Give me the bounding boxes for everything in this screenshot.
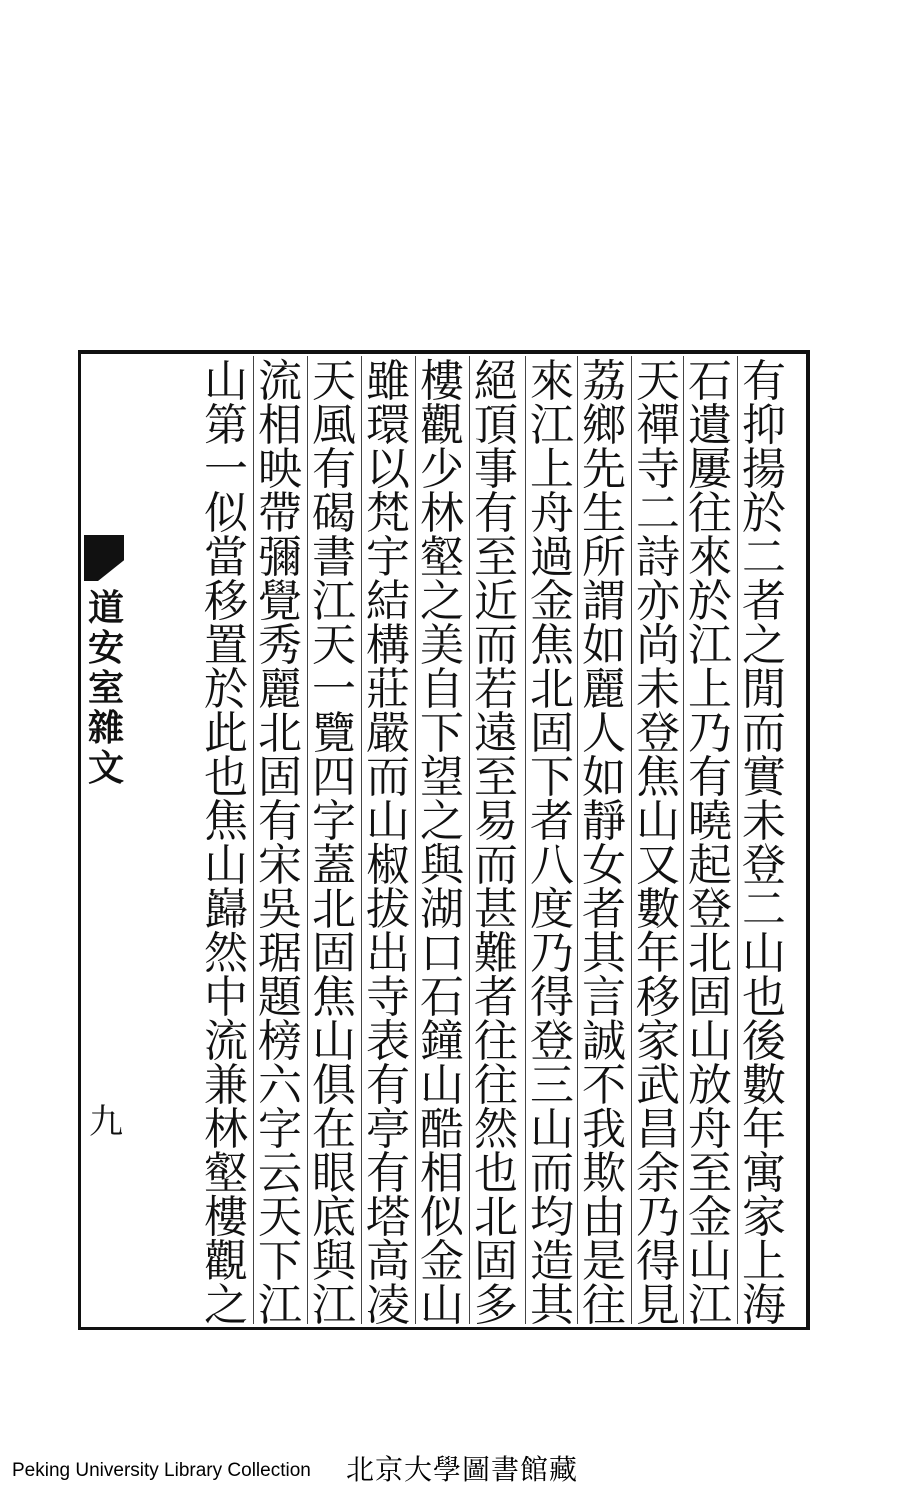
footer-collection-en: Peking University Library Collection — [12, 1460, 311, 1481]
text-column: 荔 鄉 先 生 所 謂 如 麗 人 如 靜 女 者 其 言 誠 不 我 欺 由 是 往 — [582, 356, 626, 1331]
column-rule — [307, 356, 308, 1324]
column-rule — [525, 356, 526, 1324]
text-column: 有 抑 揚 於 二 者 之 閒 而 實 未 登 二 山 也 後 數 年 寓 家 上 海 — [742, 356, 786, 1331]
column-rule — [469, 356, 470, 1324]
text-column: 雖 環 以 梵 宇 結 構 莊 嚴 而 山 椒 拔 出 寺 表 有 亭 有 塔 高 凌 — [366, 356, 410, 1331]
fold-title: 道 安 室 雜 文 — [87, 587, 124, 789]
footer-collection-zh: 北京大學圖書館藏 — [346, 1453, 579, 1486]
column-rule — [415, 356, 416, 1324]
text-column: 樓 觀 少 林 壑 之 美 自 下 望 之 與 湖 口 石 鐘 山 酷 相 似 金 山 — [420, 356, 464, 1331]
text-column: 來 江 上 舟 過 金 焦 北 固 下 者 八 度 乃 得 登 三 山 而 均 造 其 — [530, 356, 574, 1331]
column-rule — [361, 356, 362, 1324]
text-column: 天 禪 寺 二 詩 亦 尚 未 登 焦 山 又 數 年 移 家 武 昌 余 乃 得 見 — [636, 356, 680, 1331]
text-column: 流 相 映 帶 彌 覺 秀 麗 北 固 有 宋 吳 琚 題 榜 六 字 云 天 下 江 — [258, 356, 302, 1331]
text-column: 天 風 有 碣 書 江 天 一 覽 四 字 蓋 北 固 焦 山 俱 在 眼 底 與 江 — [312, 356, 356, 1331]
text-column: 山 第 一 似 當 移 置 於 此 也 焦 山 巋 然 中 流 兼 林 壑 樓 觀 之 — [204, 356, 248, 1331]
text-column: 絕 頂 事 有 至 近 而 若 遠 至 易 而 甚 難 者 往 往 然 也 北 固 多 — [474, 356, 518, 1331]
column-rule — [253, 356, 254, 1324]
column-rule — [631, 356, 632, 1324]
text-column: 石 遺 屢 往 來 於 江 上 乃 有 曉 起 登 北 固 山 放 舟 至 金 山 江 — [688, 356, 732, 1331]
fold-page-number: 九 — [89, 1102, 123, 1142]
column-rule — [737, 356, 738, 1324]
